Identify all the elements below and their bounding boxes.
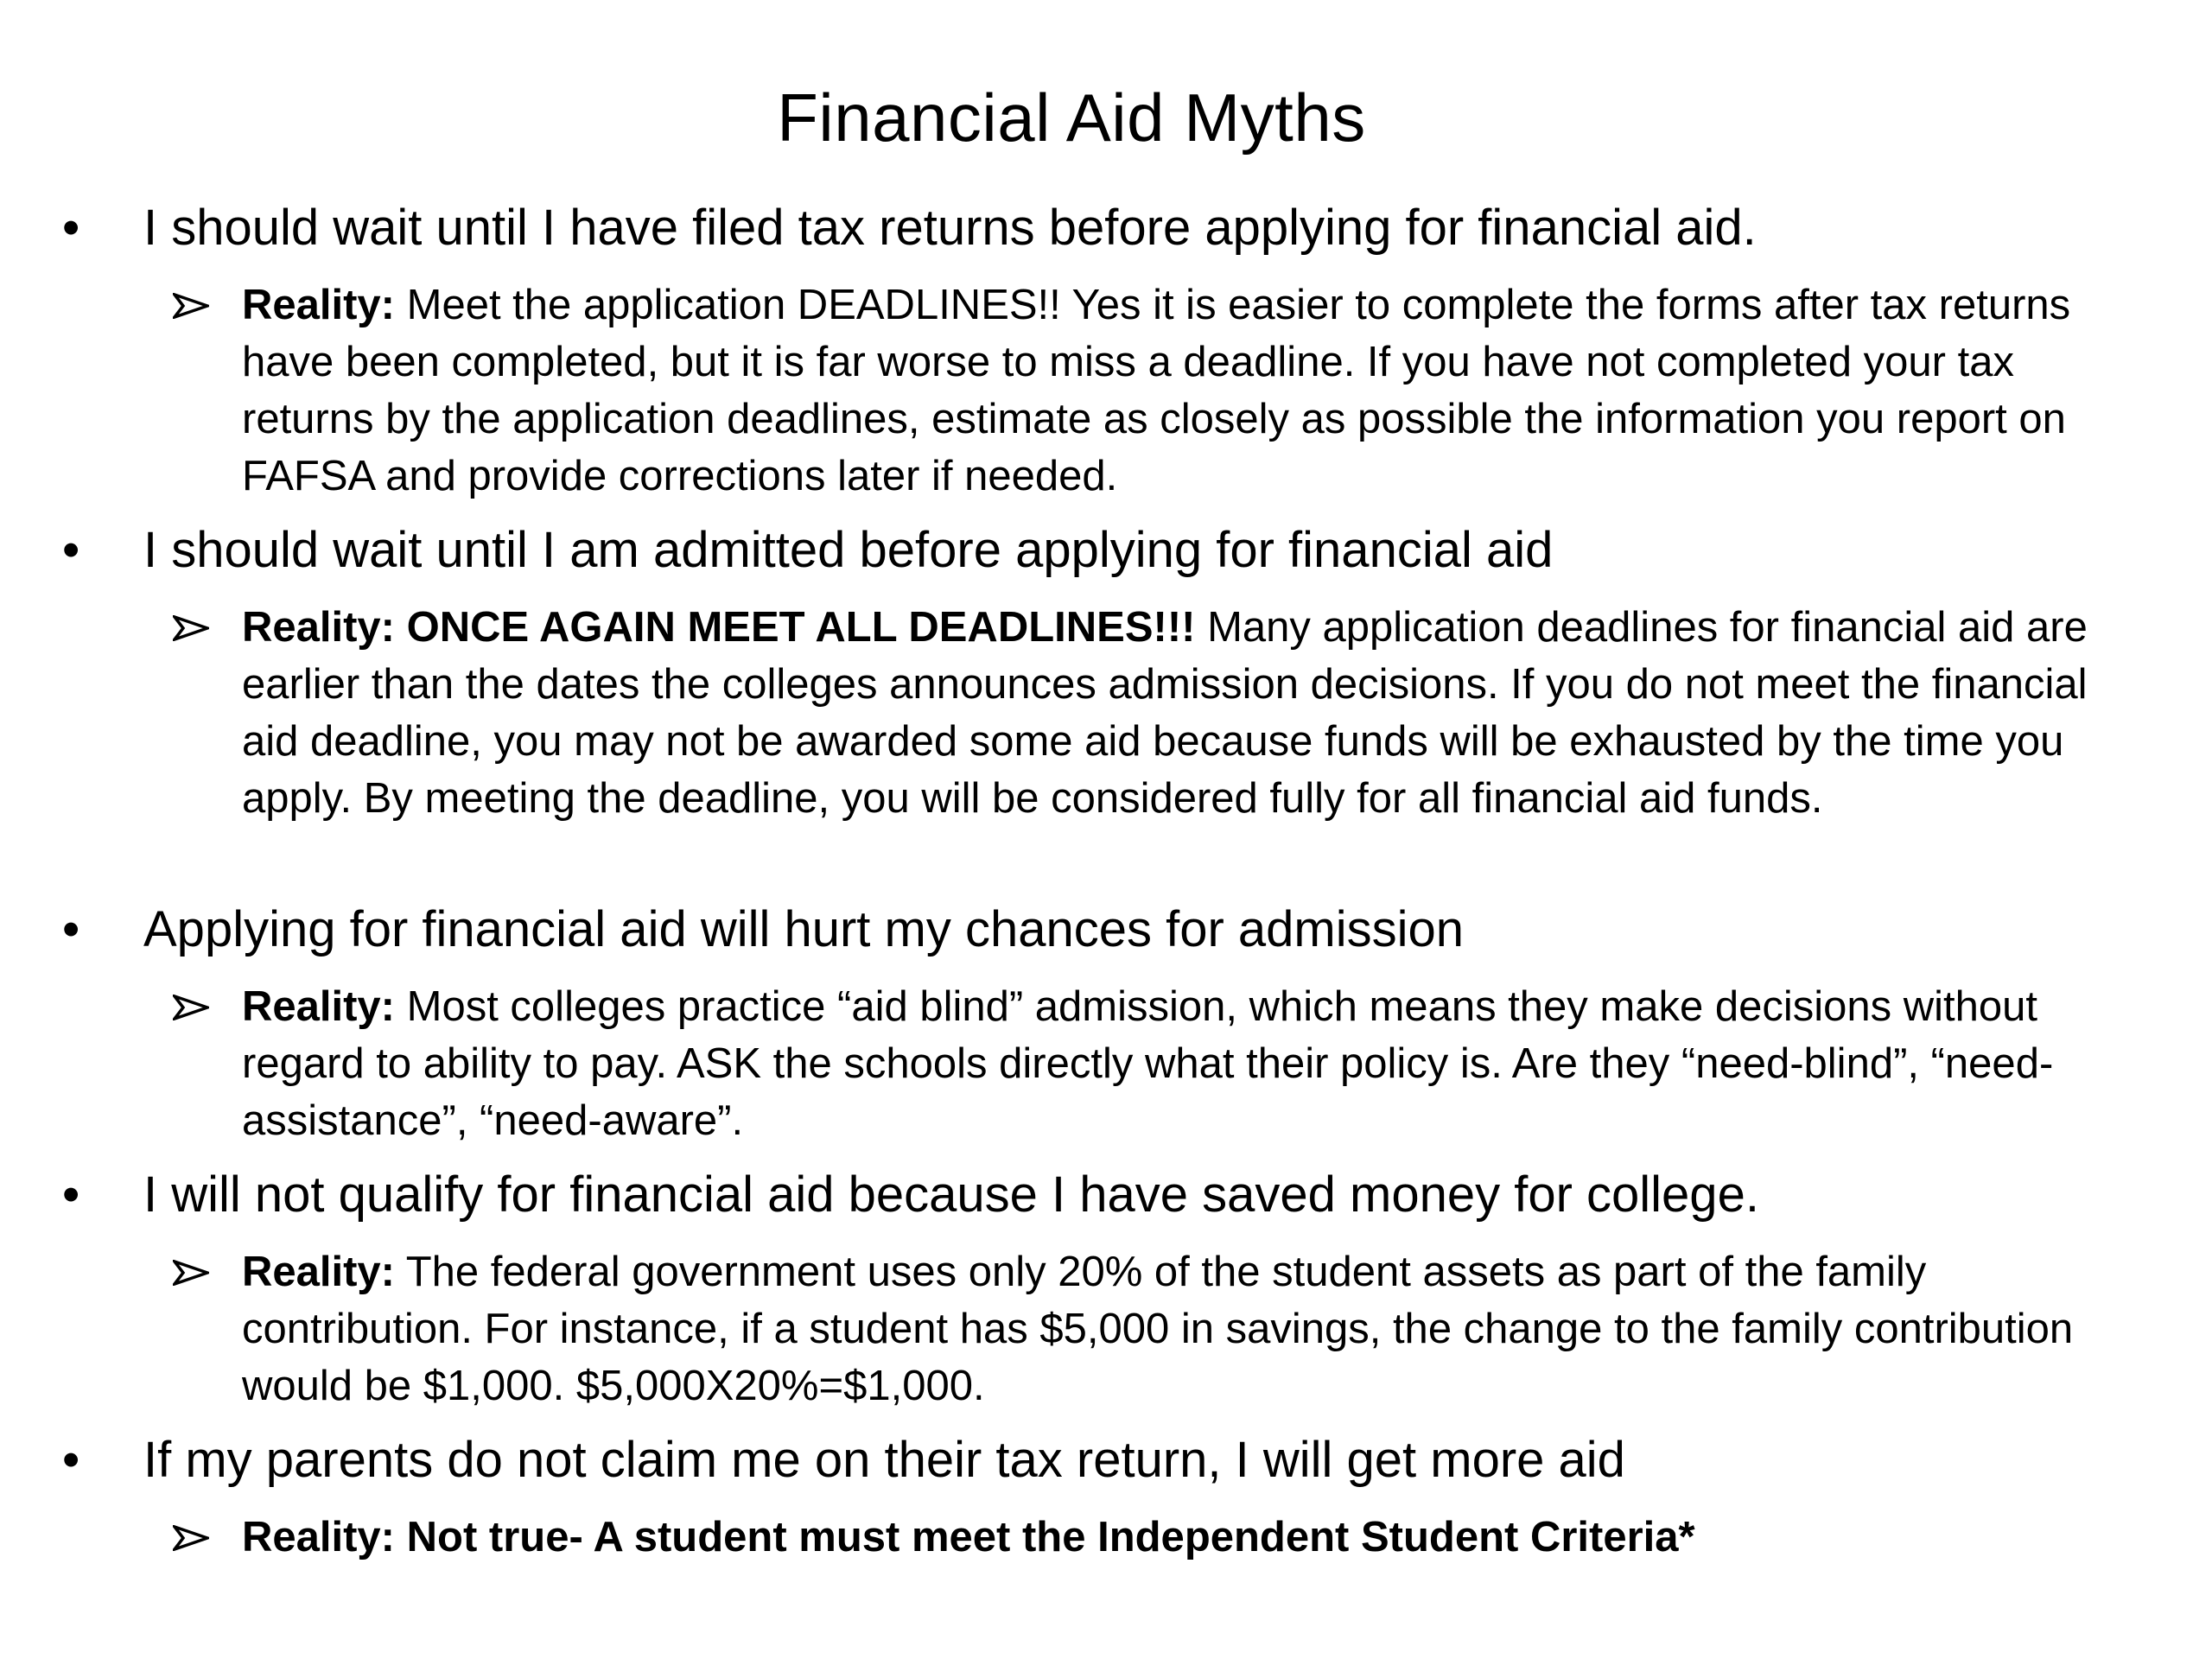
bullet-dot-icon: • <box>62 200 80 256</box>
reality-text-block-2 <box>242 599 2152 827</box>
reality-item-1 <box>173 276 2152 505</box>
myth-bullet-5 <box>62 1424 2171 1497</box>
myth-bullet-3 <box>62 893 2171 966</box>
myth-text-1: I should wait until I have filed tax returns before applying for financial aid. <box>143 200 1757 256</box>
reality-item-3 <box>173 978 2152 1149</box>
arrow-bullet-icon <box>173 978 225 1035</box>
bullet-dot-icon: • <box>62 1432 80 1488</box>
reality-text: Meet the application DEADLINES!! Yes it is easier to complete the forms after tax returns have been completed, but it is far worse to miss a deadline. If you have not completed your tax returns by the application deadlines, estimate as closely as possible the information you report on FAFSA and provide corrections later if needed. <box>242 282 2071 499</box>
reality-text: Many application deadlines for financial aid are earlier than the dates the colleges announces admission decisions. If you do not meet the financial aid deadline, you may not be awarded some aid because funds will be exhausted by the time you apply. By meeting the deadline, you will be considered fully for all financial aid funds. <box>242 604 2088 822</box>
arrow-bullet-icon <box>173 599 225 656</box>
arrow-bullet-icon <box>173 1243 225 1300</box>
reality-label: Reality: <box>242 282 396 328</box>
myth-bullet-2 <box>62 514 2171 587</box>
reality-text-block-1 <box>242 276 2152 505</box>
bullet-dot-icon: • <box>62 901 80 957</box>
reality-label: Reality: <box>242 1249 396 1295</box>
myth-text-3: Applying for financial aid will hurt my chances for admission <box>143 901 1465 957</box>
myth-text-2: I should wait until I am admitted before applying for financial aid <box>143 522 1554 578</box>
reality-text: Most colleges practice “aid blind” admission, which means they make decisions without regard to ability to pay. ASK the schools directly what their policy is. Are they “need-blind”, “need-assistance”, “need-aware”. <box>242 983 2054 1144</box>
reality-label: Reality: <box>242 983 396 1030</box>
slide-title: Financial Aid Myths <box>777 79 1366 156</box>
reality-text-block-3 <box>242 978 2152 1149</box>
reality-text: Not true- A student must meet the Independent Student Criteria* <box>395 1514 1695 1560</box>
reality-label: Reality: <box>242 1514 396 1560</box>
myth-text-5: If my parents do not claim me on their tax return, I will get more aid <box>143 1432 1625 1488</box>
myth-text-4: I will not qualify for financial aid because I have saved money for college. <box>143 1166 1759 1223</box>
reality-item-4 <box>173 1243 2152 1414</box>
myth-bullet-4 <box>62 1159 2171 1231</box>
reality-item-2 <box>173 599 2152 884</box>
myth-bullet-1 <box>62 192 2171 264</box>
arrow-bullet-icon <box>173 276 225 334</box>
reality-item-5 <box>173 1509 2152 1566</box>
bullet-dot-icon: • <box>62 1166 80 1223</box>
reality-text-block-5 <box>242 1509 2152 1566</box>
reality-text: The federal government uses only 20% of the student assets as part of the family contribution. For instance, if a student has $5,000 in savings, the change to the family contribution would be $1,000. $5,000X20%=$1,000. <box>242 1249 2074 1409</box>
reality-text-block-4 <box>242 1243 2152 1414</box>
reality-label: Reality: ONCE AGAIN MEET ALL DEADLINES!!! <box>242 604 1196 651</box>
arrow-bullet-icon <box>173 1509 225 1566</box>
bullet-dot-icon: • <box>62 522 80 578</box>
